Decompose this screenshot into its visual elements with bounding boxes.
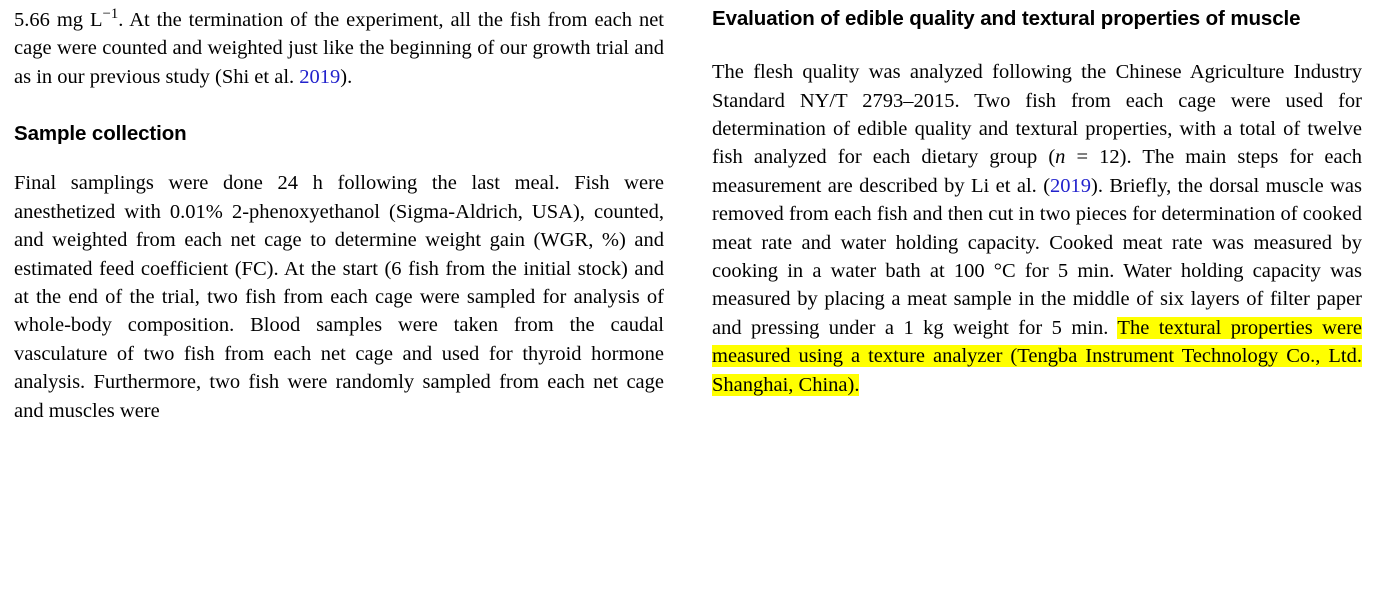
paragraph-tail: ). [340,65,353,88]
section-heading-sample-collection: Sample collection [14,122,187,146]
continued-paragraph [14,6,664,91]
citation-link[interactable]: 2019 [299,65,341,88]
section-heading-evaluation: Evaluation of edible quality and textural properties of muscle [712,7,1301,30]
paragraph-rest: . At the termination of the experiment, all the fish from each net cage were counted and weighted just like the beginning of our growth trial and as in our previous study (Shi et al. [14,9,664,88]
evaluation-paragraph [712,58,1362,399]
eval-text-part-3: ). Briefly, the dorsal muscle was removed from each fish and then cut in two pieces for determination of cooked meat rate and water holding capacity. Cooked meat rate was measured by cooking in a water bath at 100 °C for 5 min. Water holding capacity was measured by placing a meat sample in the middle of six layers of filter paper and pressing under a 1 kg weight for 5 min. [712,174,1362,339]
italic-variable-n: n [1055,146,1066,169]
highlighted-text-second: (Tengba Instrument Technology Co., Ltd. Shanghai, China). [712,345,1362,396]
sample-collection-paragraph: Final samplings were done 24 h following the last meal. Fish were anesthetized with 0.01% 2-phenoxyethanol (Sigma-Aldrich, USA), counted, and weighted from each net cage to determine weight gain (WGR, %) and estimated feed coefficient (FC). At the start (6 fish from the initial stock) and at the end of the trial, two fish from each cage were sampled for analysis of whole-body composition. Blood samples were taken from the caudal vasculature of two fish from each net cage and used for thyroid hormone analysis. Furthermore, two fish were randomly sampled from each net cage and muscles were [14,172,664,422]
right-column [712,6,1362,607]
highlighted-text-first: The textural properties were measured using a texture analyzer [712,316,1363,368]
citation-link[interactable]: 2019 [1050,174,1092,197]
superscript-exponent: −1 [102,6,119,23]
eval-text-part-1: The flesh quality was analyzed following the Chinese Agriculture Industry Standard NY/T 2793–2015. Two fish from each cage were used for determination of edible quality and textural properties, with a total of twelve fish analyzed for each dietary group ( [712,61,1362,169]
paragraph-start: 5.66 mg L [14,9,103,31]
left-column [14,6,664,607]
eval-text-part-2: = 12). The main steps for each measurement are described by Li et al. ( [712,146,1362,197]
two-column-layout [14,6,1379,607]
